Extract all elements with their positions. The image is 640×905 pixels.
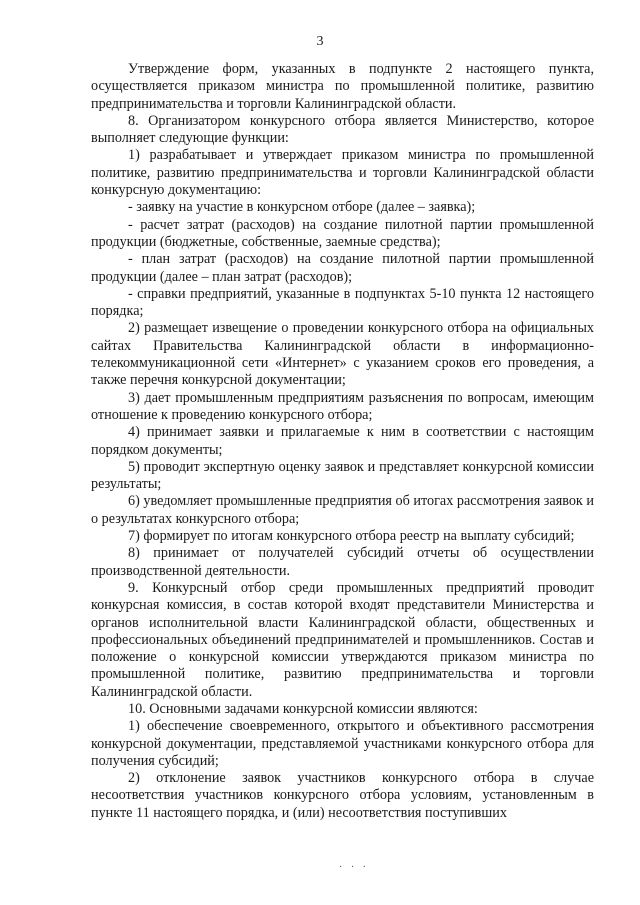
page-number: 3	[316, 34, 324, 49]
subitem-8-6: 6) уведомляет промышленные предприятия об итогах рассмотрения заявок и о результатах конкурсного отбора;	[91, 493, 594, 527]
subitem-10-2: 2) отклонение заявок участников конкурсного отбора в случае несоответствия участников конкурсного отбора условиям, установленным в пункте 11 настоящего порядка, и (или) несоответствия поступивших	[91, 770, 594, 821]
subitem-8-3: 3) дает промышленным предприятиям разъяснения по вопросам, имеющим отношение к проведению конкурсного отбора;	[91, 389, 594, 423]
subitem-8-5: 5) проводит экспертную оценку заявок и представляет конкурсной комиссии результаты;	[91, 458, 594, 493]
paragraph-item-9: 9. Конкурсный отбор среди промышленных предприятий проводит конкурсная комиссия, в состав которой входят представители Министерства и органов исполнительной власти Калининградской области, общественных и профессиональных объединений предпринимателей и промышленников. Состав и положение о конкурсной комиссии утверждаются приказом министра по промышленной политике, развитию предпринимательства и торговли Калининградской области.	[91, 579, 594, 700]
subitem-8-2: 2) размещает извещение о проведении конкурсного отбора на официальных сайтах Правительства Калининградской области в информационно-телекоммуникационной сети «Интернет» с указанием сроков его проведения, а также перечня конкурсной документации;	[91, 320, 594, 389]
subitem-10-1: 1) обеспечение своевременного, открытого и объективного рассмотрения конкурсной документации, представляемой участниками конкурсного отбора для получения субсидий;	[91, 718, 594, 769]
paragraph-forms-approval: Утверждение форм, указанных в подпункте 2 настоящего пункта, осуществляется приказом министра по промышленной политике, развитию предпринимательства и торговли Калининградской области.	[91, 61, 594, 112]
subitem-8-8: 8) принимает от получателей субсидий отчеты об осуществлении производственной деятельности.	[91, 545, 594, 579]
list-item-certificates: - справки предприятий, указанные в подпунктах 5-10 пункта 12 настоящего порядка;	[91, 285, 594, 320]
subitem-8-4: 4) принимает заявки и прилагаемые к ним в соответствии с настоящим порядком документы;	[91, 424, 594, 458]
list-item-cost-plan: - план затрат (расходов) на создание пилотной партии промышленной продукции (далее – план затрат (расходов);	[91, 251, 594, 285]
list-item-application: - заявку на участие в конкурсном отборе (далее – заявка);	[128, 199, 476, 216]
document-body	[91, 61, 594, 822]
paragraph-item-10: 10. Основными задачами конкурсной комиссии являются:	[128, 700, 478, 717]
subitem-8-7: 7) формирует по итогам конкурсного отбора реестр на выплату субсидий;	[128, 528, 575, 545]
paragraph-item-8: 8. Организатором конкурсного отбора является Министерство, которое выполняет следующие функции:	[91, 112, 594, 147]
subitem-8-1: 1) разрабатывает и утверждает приказом министра по промышленной политике, развитию предпринимательства и торговли Калининградской области конкурсную документацию:	[91, 147, 594, 199]
scan-artifact: · · ·	[339, 862, 369, 873]
list-item-cost-calculation: - расчет затрат (расходов) на создание пилотной партии промышленной продукции (бюджетные, собственные, заемные средства);	[91, 216, 594, 250]
